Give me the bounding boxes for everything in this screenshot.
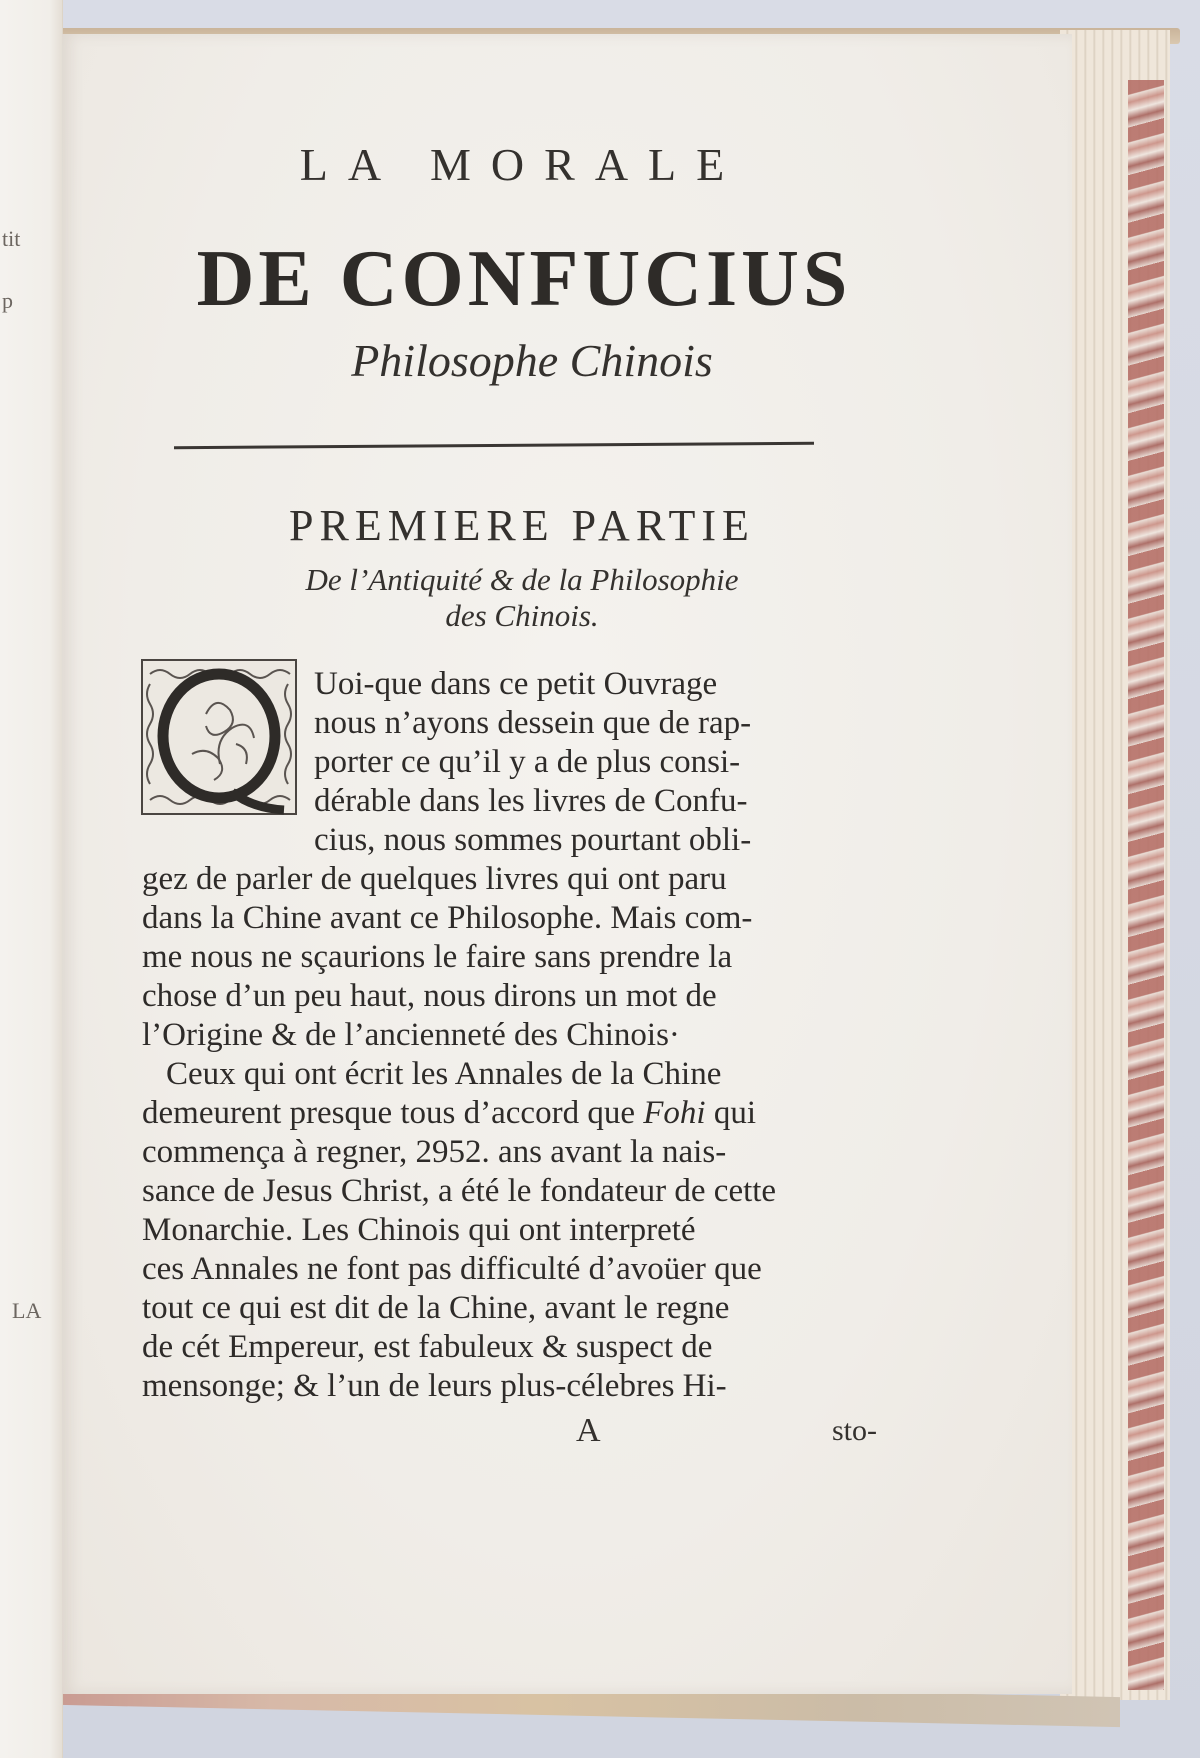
body-line: tout ce qui est dit de la Chine, avant le regne: [142, 1290, 730, 1326]
title-line-2: DE CONFUCIUS: [196, 235, 852, 323]
title-line-3: Philosophe Chinois: [351, 335, 713, 386]
title-rule-divider: [174, 442, 814, 449]
part-title: PREMIERE PARTIE: [289, 501, 755, 550]
signature-mark: A: [576, 1412, 601, 1449]
left-page-fragment: p: [2, 288, 13, 313]
marbled-fore-edge: [1128, 80, 1164, 1690]
body-line: mensonge; & l’un de leurs plus-célebres Hi-: [142, 1368, 727, 1404]
body-line: nous n’ayons dessein que de rap-: [314, 705, 752, 741]
body-line: dans la Chine avant ce Philosophe. Mais com-: [142, 900, 753, 936]
left-page-sliver: [0, 0, 63, 1758]
body-line: commença à regner, 2952. ans avant la nais-: [142, 1134, 727, 1170]
body-line: me nous ne sçaurions le faire sans prendre la: [142, 939, 733, 975]
part-subtitle-line-2: des Chinois.: [445, 598, 599, 633]
part-subtitle-line-1: De l’Antiquité & de la Philosophie: [305, 562, 739, 597]
italic-name: Fohi: [643, 1095, 706, 1131]
body-line: Uoi-que dans ce petit Ouvrage: [314, 666, 718, 702]
body-line: chose d’un peu haut, nous dirons un mot de: [142, 978, 717, 1014]
body-line: porter ce qu’il y a de plus consi-: [314, 744, 741, 780]
left-page-fragment: tit: [2, 226, 21, 251]
body-line: l’Origine & de l’ancienneté des Chinois·: [142, 1017, 680, 1053]
body-line-text: qui: [713, 1095, 756, 1131]
part-subtitle: [172, 562, 872, 634]
title-line-1: LA MORALE: [299, 139, 745, 190]
catchword: sto-: [832, 1414, 877, 1447]
ornamental-drop-cap: [136, 654, 302, 820]
body-line: Monarchie. Les Chinois qui ont interpreté: [142, 1212, 696, 1248]
body-line: de cét Empereur, est fabuleux & suspect de: [142, 1329, 713, 1365]
body-line: ces Annales ne font pas difficulté d’avoüer que: [142, 1251, 762, 1287]
body-line: sance de Jesus Christ, a été le fondateur de cette: [142, 1173, 777, 1209]
body-line: Ceux qui ont écrit les Annales de la Chine: [166, 1056, 722, 1092]
body-line: gez de parler de quelques livres qui ont paru: [142, 861, 727, 897]
drop-cap-letter: Q: [136, 654, 137, 655]
left-page-fragment: LA: [12, 1298, 42, 1323]
body-line-text: demeurent presque tous d’accord que: [142, 1095, 635, 1131]
body-line: cius, nous sommes pourtant obli-: [314, 822, 752, 858]
body-line: dérable dans les livres de Confu-: [314, 783, 748, 819]
right-page: [62, 34, 1072, 1694]
body-line-with-name: [142, 1095, 756, 1132]
